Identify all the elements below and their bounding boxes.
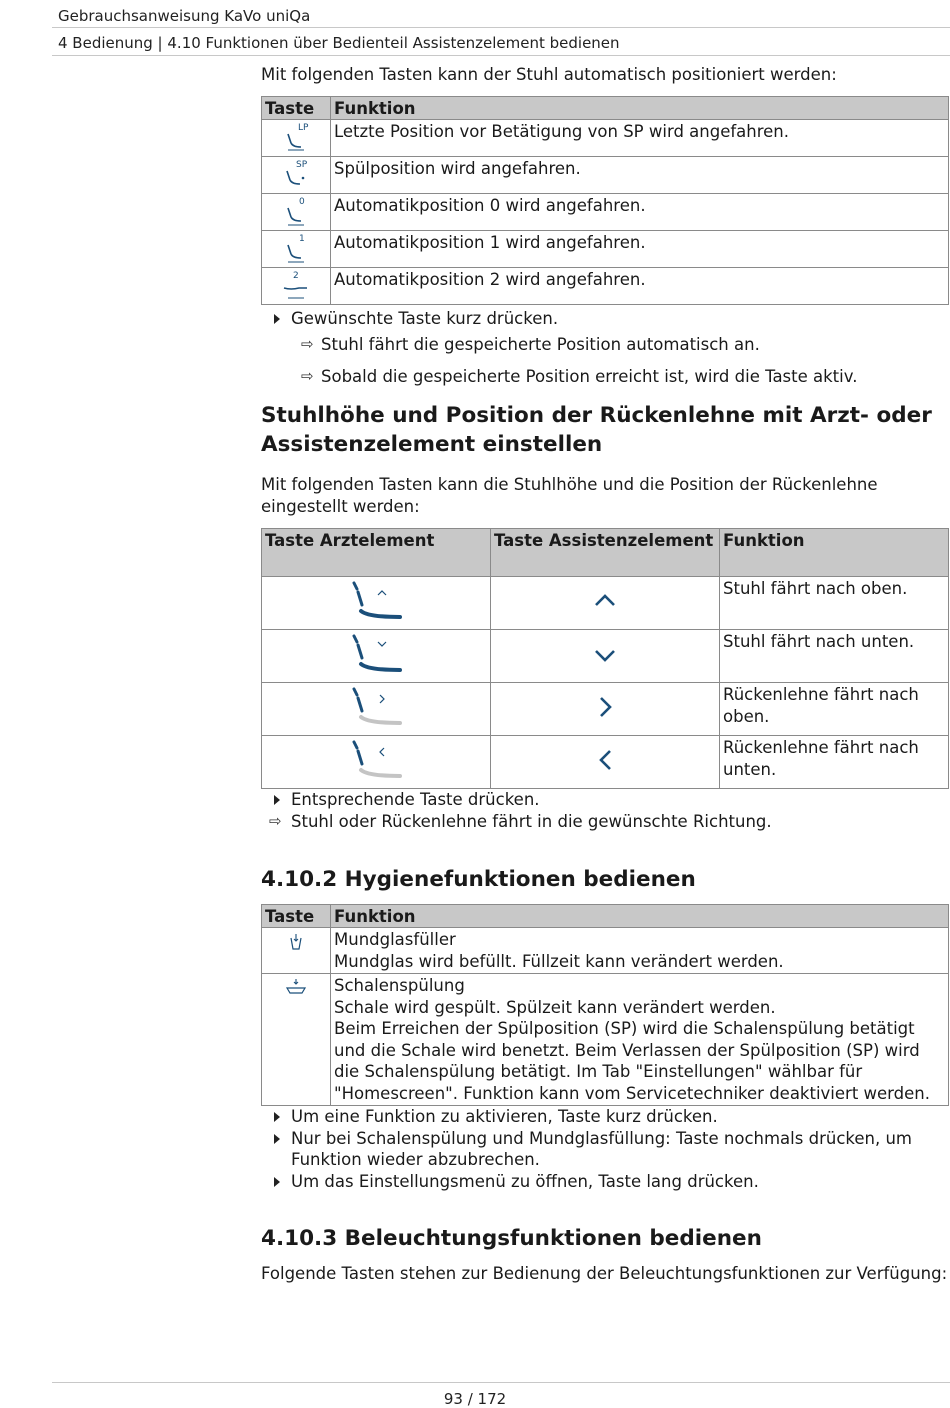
action-step: Entsprechende Taste drücken. [261, 789, 949, 811]
col-header-funktion: Funktion [720, 529, 949, 577]
svg-text:SP: SP [296, 159, 308, 170]
table-cell-function: Automatikposition 0 wird angefahren. [331, 193, 949, 230]
action-step: Nur bei Schalenspülung und Mundglasfüllung: Taste nochmals drücken, um Funktion wieder abzubrechen. [261, 1128, 949, 1171]
col-header-assistenzelement: Taste Assistenzelement [491, 529, 720, 577]
chair-pos-2-icon [262, 267, 331, 304]
action-triangle-icon [274, 314, 280, 324]
chevron-down-icon [491, 630, 720, 683]
svg-text:LP: LP [298, 122, 309, 133]
action-triangle-icon [274, 1177, 280, 1187]
action-triangle-icon [274, 1134, 280, 1144]
chair-pos-1-icon [262, 230, 331, 267]
col-header-funktion: Funktion [331, 905, 949, 928]
document-title: Gebrauchsanweisung KaVo uniQa [58, 7, 311, 25]
result-step: ⇨ Stuhl oder Rückenlehne fährt in die gewünschte Richtung. [269, 811, 772, 831]
chair-pos-0-icon [262, 193, 331, 230]
table-cell-function: Letzte Position vor Betätigung von SP wird angefahren. [331, 119, 949, 156]
chair-sp-icon [262, 156, 331, 193]
svg-text:0: 0 [299, 196, 305, 207]
page-number: 93 / 172 [443, 1390, 507, 1408]
action-step: Um das Einstellungsmenü zu öffnen, Taste lang drücken. [261, 1171, 949, 1193]
table-cell-function: Rückenlehne fährt nach unten. [720, 736, 949, 789]
table-cell-function: Automatikposition 2 wird angefahren. [331, 267, 949, 304]
result-step: ⇨ Stuhl fährt die gespeicherte Position automatisch an. [301, 335, 760, 354]
chair-lp-icon [262, 119, 331, 156]
intro-auto-position: Mit folgenden Tasten kann der Stuhl automatisch positioniert werden: [261, 65, 837, 84]
heading-lighting: 4.10.3 Beleuchtungsfunktionen bedienen [261, 1226, 762, 1251]
header-divider [52, 27, 950, 28]
section-breadcrumb: 4 Bedienung | 4.10 Funktionen über Bedienteil Assistenzelement bedienen [58, 34, 620, 52]
table-cell-function: Stuhl fährt nach unten. [720, 630, 949, 683]
bowl-rinse-icon [262, 974, 331, 1106]
result-arrow-icon: ⇨ [301, 335, 314, 353]
footer-divider [52, 1382, 950, 1383]
action-triangle-icon [274, 1112, 280, 1122]
cup-filler-icon [262, 928, 331, 974]
svg-text:2: 2 [293, 270, 299, 281]
table-cell-function: Spülposition wird angefahren. [331, 156, 949, 193]
intro-lighting: Folgende Tasten stehen zur Bedienung der Beleuchtungsfunktionen zur Verfügung: [261, 1264, 948, 1283]
page-content [261, 64, 949, 1285]
hygiene-table [261, 904, 949, 1106]
chair-up-icon [262, 577, 491, 630]
chevron-left-icon [491, 736, 720, 789]
heading-chair-height: Stuhlhöhe und Position der Rückenlehne mit Arzt- oder Assistenzelement einstellen [261, 403, 932, 457]
backrest-down-icon [262, 736, 491, 789]
auto-position-table [261, 96, 949, 305]
action-step: Um eine Funktion zu aktivieren, Taste kurz drücken. [261, 1106, 949, 1128]
action-step: Gewünschte Taste kurz drücken. [261, 308, 949, 330]
backrest-up-icon [262, 683, 491, 736]
chair-height-table [261, 528, 949, 789]
result-step: ⇨ Sobald die gespeicherte Position erreicht ist, wird die Taste aktiv. [301, 366, 858, 386]
col-header-taste: Taste [262, 905, 331, 928]
intro-chair-height: Mit folgenden Tasten kann die Stuhlhöhe und die Position der Rückenlehne eingestellt werden: [261, 475, 878, 516]
chevron-up-icon [491, 577, 720, 630]
chair-down-icon [262, 630, 491, 683]
heading-hygiene: 4.10.2 Hygienefunktionen bedienen [261, 867, 696, 892]
result-arrow-icon: ⇨ [269, 811, 282, 830]
col-header-taste: Taste [262, 96, 331, 119]
table-cell-function: Schalenspülung Schale wird gespült. Spülzeit kann verändert werden. Beim Erreichen der Spülposition (SP) wird die Schalenspülung betätigt und die Schale wird benetzt. Beim Verlassen der Spülposition (SP) wird die Schalenspülung betätigt. Im Tab "Einstellungen" wählbar für "Homescreen". Funktion kann vom Servicetechniker deaktiviert werden. [331, 974, 949, 1106]
table-cell-function: Rückenlehne fährt nach oben. [720, 683, 949, 736]
header-divider-2 [52, 55, 950, 56]
table-cell-function: Mundglasfüller Mundglas wird befüllt. Füllzeit kann verändert werden. [331, 928, 949, 974]
action-triangle-icon [274, 795, 280, 805]
table-cell-function: Stuhl fährt nach oben. [720, 577, 949, 630]
result-arrow-icon: ⇨ [301, 366, 314, 385]
table-cell-function: Automatikposition 1 wird angefahren. [331, 230, 949, 267]
col-header-funktion: Funktion [331, 96, 949, 119]
chevron-right-icon [491, 683, 720, 736]
col-header-arztelement: Taste Arztelement [262, 529, 491, 577]
svg-text:1: 1 [299, 233, 305, 244]
